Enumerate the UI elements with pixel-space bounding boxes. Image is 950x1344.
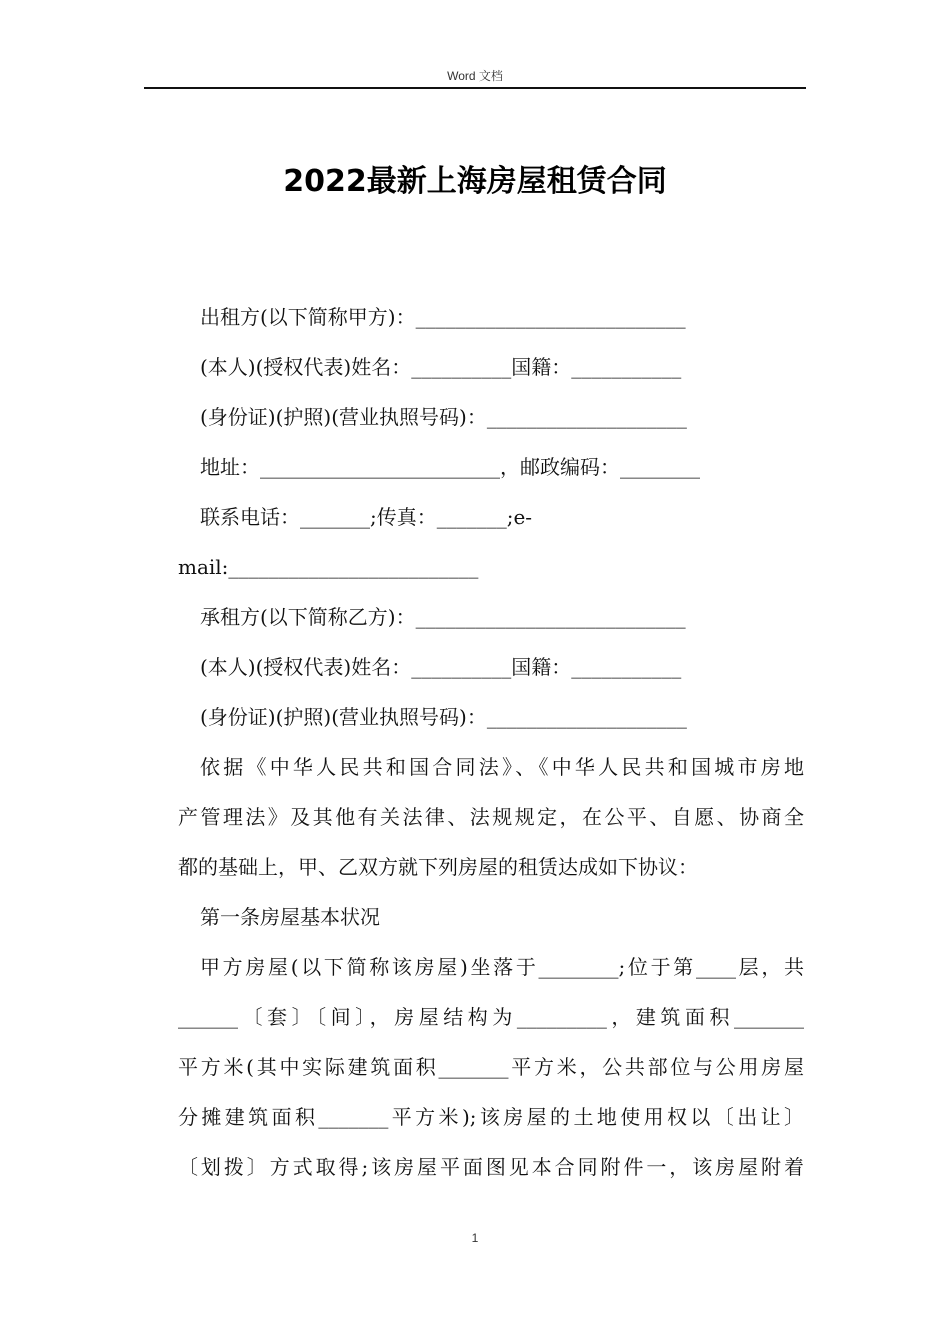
page-number: 1 xyxy=(471,1231,479,1245)
header-rule xyxy=(144,87,806,89)
article-1-line-5: 〔划拨〕方式取得;该房屋平面图见本合同附件一，该房屋附着 xyxy=(178,1155,804,1179)
lessor-name-line: (本人)(授权代表)姓名：__________国籍：___________ xyxy=(200,355,682,379)
lessee-name-line: (本人)(授权代表)姓名：__________国籍：___________ xyxy=(200,655,682,679)
document-title: 2022最新上海房屋租赁合同 xyxy=(283,164,667,199)
lessee-line: 承租方(以下简称乙方)：___________________________ xyxy=(200,605,686,629)
article-1-line-3: 平方米(其中实际建筑面积_______平方米，公共部位与公用房屋 xyxy=(178,1055,804,1079)
article-1-line-1: 甲方房屋(以下简称该房屋)坐落于________;位于第____层，共 xyxy=(200,955,804,979)
article-1-heading: 第一条房屋基本状况 xyxy=(200,905,380,929)
basis-paragraph-line-3: 都的基础上，甲、乙双方就下列房屋的租赁达成如下协议： xyxy=(178,855,698,879)
lessor-id-line: (身份证)(护照)(营业执照号码)：____________________ xyxy=(200,405,687,429)
article-1-line-4: 分摊建筑面积_______平方米);该房屋的土地使用权以〔出让〕 xyxy=(178,1105,804,1129)
lessor-email-line: mail:_________________________ xyxy=(178,555,479,579)
lessor-line: 出租方(以下简称甲方)：___________________________ xyxy=(200,305,686,329)
lessee-id-line: (身份证)(护照)(营业执照号码)：____________________ xyxy=(200,705,687,729)
document-body xyxy=(178,292,804,1192)
lessor-address-line: 地址：________________________，邮政编码：________ xyxy=(200,455,700,479)
basis-paragraph-line-1: 依据《中华人民共和国合同法》、《中华人民共和国城市房地 xyxy=(200,755,804,779)
basis-paragraph-line-2: 产管理法》及其他有关法律、法规规定，在公平、自愿、协商全 xyxy=(178,805,804,829)
article-1-line-2: ______〔套〕〔间〕，房屋结构为_________，建筑面积_______ xyxy=(178,1005,804,1029)
lessor-contact-line: 联系电话：_______;传真：_______;e- xyxy=(200,505,533,529)
page-header: Word 文档 xyxy=(447,69,503,83)
